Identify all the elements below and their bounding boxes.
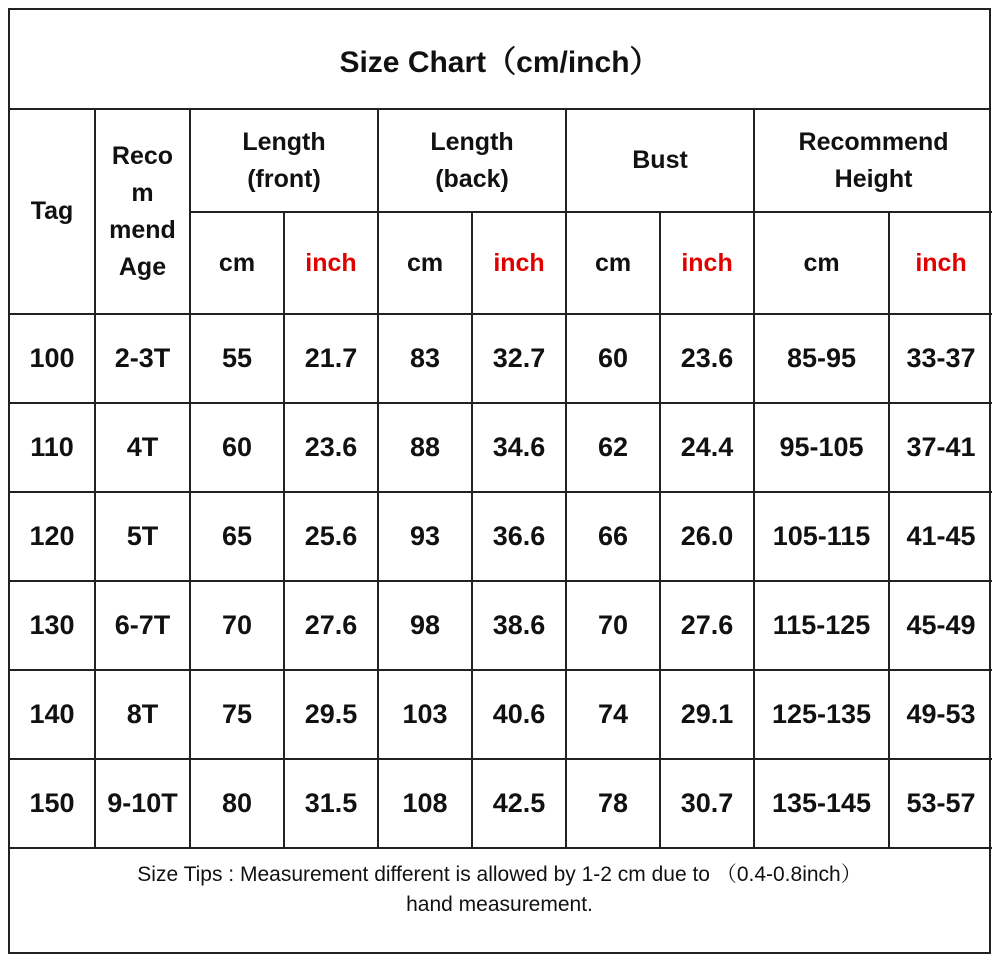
size-tips	[10, 852, 989, 952]
tag-cell: 120	[10, 492, 95, 581]
tag-cell: 150	[10, 759, 95, 848]
length-front-inch-cell: 25.6	[284, 492, 378, 581]
length-front-cm-cell: 75	[190, 670, 284, 759]
table-row	[10, 403, 992, 492]
length-back-cm-cell: 93	[378, 492, 472, 581]
height-inch-cell: 53-57	[889, 759, 992, 848]
bust-inch-cell: 27.6	[660, 581, 754, 670]
header-age-line: Reco	[111, 141, 174, 170]
height-cm-cell: 95-105	[754, 403, 889, 492]
tag-cell: 130	[10, 581, 95, 670]
bust-cm-cell: 62	[566, 403, 660, 492]
bust-inch-cell: 23.6	[660, 314, 754, 403]
header-recommend-height	[754, 110, 992, 212]
bust-cm-cell: 66	[566, 492, 660, 581]
height-inch-cell: 45-49	[889, 581, 992, 670]
header-line: Recommend	[798, 127, 949, 156]
size-chart	[8, 8, 991, 954]
length-back-inch-cell: 36.6	[472, 492, 566, 581]
height-cm-cell: 125-135	[754, 670, 889, 759]
length-front-cm-cell: 65	[190, 492, 284, 581]
age-cell: 4T	[95, 403, 190, 492]
length-front-inch-cell: 31.5	[284, 759, 378, 848]
age-cell: 2-3T	[95, 314, 190, 403]
length-back-inch-cell: 38.6	[472, 581, 566, 670]
bust-cm-cell: 70	[566, 581, 660, 670]
age-cell: 8T	[95, 670, 190, 759]
table-row	[10, 759, 992, 848]
height-inch-cell: 41-45	[889, 492, 992, 581]
length-back-cm-cell: 103	[378, 670, 472, 759]
bust-inch-cell: 24.4	[660, 403, 754, 492]
age-cell: 5T	[95, 492, 190, 581]
age-cell: 9-10T	[95, 759, 190, 848]
unit-cm: cm	[190, 212, 284, 314]
length-back-cm-cell: 83	[378, 314, 472, 403]
length-front-inch-cell: 27.6	[284, 581, 378, 670]
header-line: Length	[242, 127, 326, 156]
bust-cm-cell: 60	[566, 314, 660, 403]
age-cell: 6-7T	[95, 581, 190, 670]
length-front-cm-cell: 70	[190, 581, 284, 670]
bust-cm-cell: 78	[566, 759, 660, 848]
tips-line-1: Size Tips : Measurement different is allowed by 1-2 cm due to （0.4-0.8inch）	[137, 863, 862, 886]
header-length-back	[378, 110, 566, 212]
table-row	[10, 581, 992, 670]
header-tag: Tag	[10, 110, 95, 314]
length-front-inch-cell: 21.7	[284, 314, 378, 403]
tag-cell: 110	[10, 403, 95, 492]
unit-inch: inch	[889, 212, 992, 314]
length-front-cm-cell: 60	[190, 403, 284, 492]
table-row	[10, 314, 992, 403]
length-back-inch-cell: 40.6	[472, 670, 566, 759]
height-cm-cell: 135-145	[754, 759, 889, 848]
length-back-inch-cell: 42.5	[472, 759, 566, 848]
header-line: (back)	[435, 164, 509, 193]
header-age-line: m	[131, 178, 154, 207]
header-line: (front)	[247, 164, 321, 193]
length-front-cm-cell: 55	[190, 314, 284, 403]
header-age-line: mend	[109, 215, 176, 244]
height-cm-cell: 105-115	[754, 492, 889, 581]
tips-line-2: hand measurement.	[406, 893, 593, 916]
unit-cm: cm	[754, 212, 889, 314]
length-back-cm-cell: 88	[378, 403, 472, 492]
length-front-cm-cell: 80	[190, 759, 284, 848]
length-back-cm-cell: 98	[378, 581, 472, 670]
tag-cell: 140	[10, 670, 95, 759]
tag-cell: 100	[10, 314, 95, 403]
bust-inch-cell: 26.0	[660, 492, 754, 581]
header-line: Length	[430, 127, 514, 156]
bust-inch-cell: 30.7	[660, 759, 754, 848]
unit-inch: inch	[472, 212, 566, 314]
height-cm-cell: 85-95	[754, 314, 889, 403]
header-row-group	[10, 110, 992, 212]
height-inch-cell: 33-37	[889, 314, 992, 403]
unit-inch: inch	[284, 212, 378, 314]
length-back-inch-cell: 34.6	[472, 403, 566, 492]
height-cm-cell: 115-125	[754, 581, 889, 670]
length-front-inch-cell: 23.6	[284, 403, 378, 492]
bust-inch-cell: 29.1	[660, 670, 754, 759]
size-rows	[10, 314, 992, 848]
size-table	[10, 110, 992, 849]
unit-cm: cm	[378, 212, 472, 314]
chart-title: Size Chart（cm/inch）	[10, 10, 989, 110]
length-front-inch-cell: 29.5	[284, 670, 378, 759]
header-length-front	[190, 110, 378, 212]
length-back-inch-cell: 32.7	[472, 314, 566, 403]
unit-cm: cm	[566, 212, 660, 314]
header-age-line: Age	[118, 252, 167, 281]
table-row	[10, 492, 992, 581]
unit-inch: inch	[660, 212, 754, 314]
height-inch-cell: 37-41	[889, 403, 992, 492]
table-row	[10, 670, 992, 759]
height-inch-cell: 49-53	[889, 670, 992, 759]
bust-cm-cell: 74	[566, 670, 660, 759]
header-age	[95, 110, 190, 314]
header-bust: Bust	[566, 110, 754, 212]
header-line: Height	[834, 164, 913, 193]
length-back-cm-cell: 108	[378, 759, 472, 848]
